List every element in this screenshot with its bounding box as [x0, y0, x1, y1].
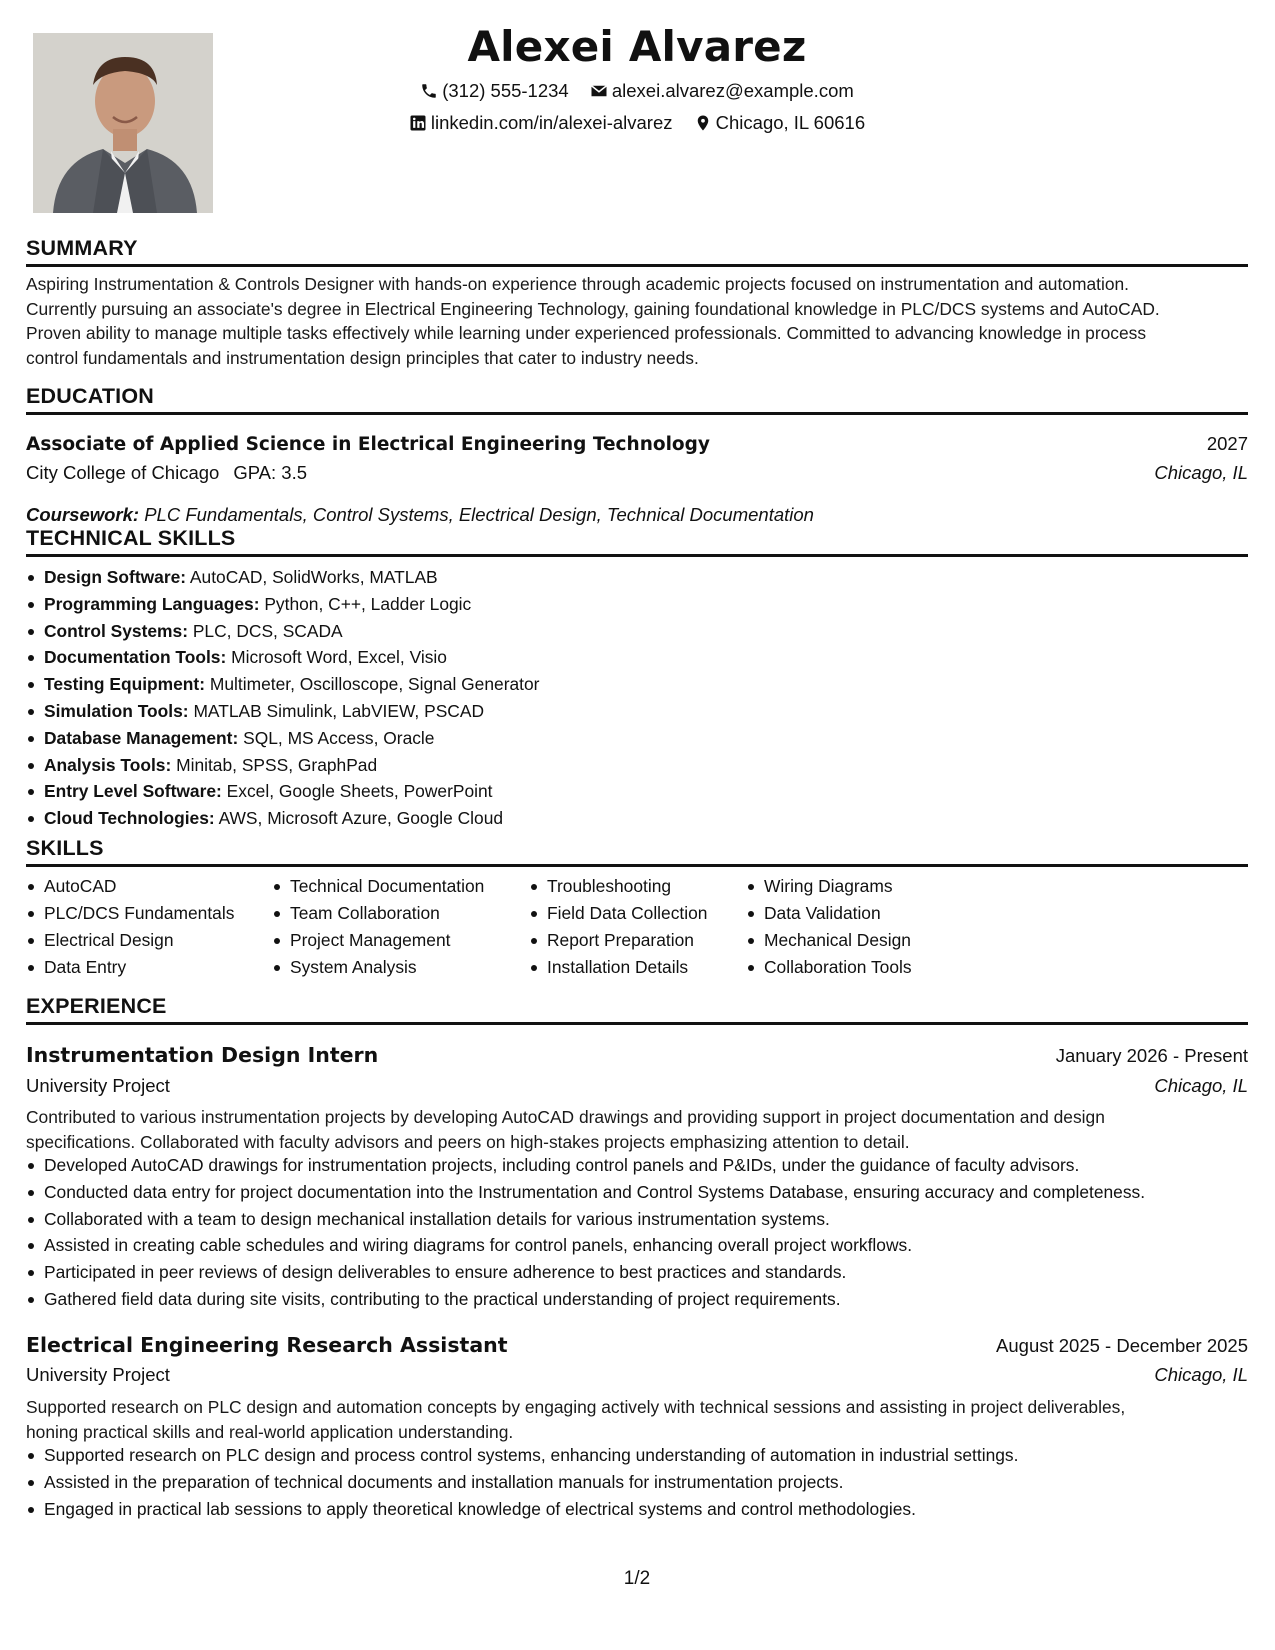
- list-item: [26, 698, 539, 725]
- job-location: Chicago, IL: [1154, 1075, 1248, 1096]
- description-line: honing practical skills and real-world application understanding.: [26, 1421, 514, 1442]
- coursework-label: Coursework:: [26, 504, 140, 525]
- description-line: Contributed to various instrumentation projects by developing AutoCAD drawings and providing support in project documentation and design: [26, 1107, 1105, 1127]
- job-bullets: [26, 1442, 1018, 1522]
- list-item: Collaboration Tools: [746, 954, 912, 981]
- skill-category: Control Systems:: [44, 620, 188, 641]
- summary-heading: SUMMARY: [26, 236, 138, 260]
- skill-values: AWS, Microsoft Azure, Google Cloud: [218, 808, 504, 829]
- job-title: Instrumentation Design Intern: [26, 1043, 379, 1067]
- skill-category: Entry Level Software:: [44, 781, 222, 802]
- list-item: Developed AutoCAD drawings for instrumentation projects, including control panels and P&IDs, under the guidance of faculty advisors.: [26, 1152, 1145, 1179]
- list-item: Project Management: [272, 927, 484, 954]
- skills-column-2: [272, 873, 484, 981]
- list-item: Collaborated with a team to design mechanical installation details for various instrumentation systems.: [26, 1206, 1145, 1233]
- email-contact[interactable]: [590, 80, 854, 102]
- list-item: Electrical Design: [26, 927, 234, 954]
- contact-line-2: [26, 112, 1248, 137]
- list-item: [26, 805, 539, 832]
- job-org-row: [26, 1075, 1248, 1097]
- education-heading: EDUCATION: [26, 384, 155, 408]
- linkedin-contact[interactable]: [409, 112, 673, 134]
- linkedin-icon: [409, 114, 427, 132]
- gpa: GPA: 3.5: [233, 462, 308, 483]
- list-item: [26, 752, 539, 779]
- summary-line: Proven ability to manage multiple tasks effectively while learning under experienced professionals. Committed to advancing knowledge in process: [26, 323, 1147, 343]
- skill-values: Python, C++, Ladder Logic: [264, 593, 472, 614]
- list-item: AutoCAD: [26, 873, 234, 900]
- skill-category: Simulation Tools:: [44, 700, 189, 721]
- envelope-icon: [590, 82, 608, 100]
- summary-text: [26, 272, 1248, 370]
- experience-heading: EXPERIENCE: [26, 994, 167, 1018]
- candidate-name: Alexei Alvarez: [467, 22, 807, 71]
- skill-values: MATLAB Simulink, LabVIEW, PSCAD: [193, 700, 485, 721]
- job-header-row: [26, 1333, 1248, 1357]
- coursework: [26, 504, 814, 526]
- list-item: Conducted data entry for project documentation into the Instrumentation and Control Systems Database, ensuring accuracy and completeness.: [26, 1179, 1145, 1206]
- job-dates: January 2026 - Present: [1055, 1045, 1248, 1066]
- skill-values: SQL, MS Access, Oracle: [243, 727, 435, 748]
- list-item: Assisted in the preparation of technical documents and installation manuals for instrumentation projects.: [26, 1469, 1018, 1496]
- summary-line: Aspiring Instrumentation & Controls Designer with hands-on experience through academic projects focused on instrumentation and automation.: [26, 274, 1129, 294]
- skill-category: Analysis Tools:: [44, 754, 172, 775]
- list-item: Gathered field data during site visits, contributing to the practical understanding of project requirements.: [26, 1286, 1145, 1313]
- skill-values: Microsoft Word, Excel, Visio: [231, 647, 447, 668]
- skill-category: Cloud Technologies:: [44, 808, 215, 829]
- location-contact: [694, 112, 865, 134]
- list-item: Engaged in practical lab sessions to apply theoretical knowledge of electrical systems and control methodologies.: [26, 1496, 1018, 1523]
- job-dates: August 2025 - December 2025: [996, 1335, 1248, 1356]
- list-item: [26, 618, 539, 645]
- contact-line-1: [26, 80, 1248, 105]
- school-location: Chicago, IL: [1154, 462, 1248, 483]
- graduation-year: 2027: [1206, 433, 1248, 454]
- skill-values: Minitab, SPSS, GraphPad: [176, 754, 378, 775]
- list-item: [26, 644, 539, 671]
- skills-divider: [26, 864, 1248, 867]
- skill-category: Documentation Tools:: [44, 647, 227, 668]
- skill-category: Testing Equipment:: [44, 674, 206, 695]
- education-header-row: [26, 433, 1248, 455]
- skill-category: Programming Languages:: [44, 593, 260, 614]
- map-pin-icon: [694, 114, 712, 132]
- list-item: Report Preparation: [529, 927, 707, 954]
- school-name: City College of Chicago: [26, 462, 220, 483]
- summary-divider: [26, 264, 1248, 267]
- phone-contact[interactable]: [420, 80, 569, 102]
- list-item: [26, 671, 539, 698]
- list-item: Technical Documentation: [272, 873, 484, 900]
- experience-divider: [26, 1022, 1248, 1025]
- list-item: Installation Details: [529, 954, 707, 981]
- page-number: 1/2: [623, 1568, 651, 1589]
- list-item: [26, 725, 539, 752]
- skills-heading: SKILLS: [26, 836, 104, 860]
- list-item: [26, 564, 539, 591]
- phone-number: (312) 555-1234: [442, 80, 569, 101]
- location-text: Chicago, IL 60616: [715, 112, 866, 133]
- list-item: [26, 778, 539, 805]
- job-header-row: [26, 1043, 1248, 1067]
- description-line: specifications. Collaborated with faculty advisors and peers on high-stakes projects emphasizing attention to detail.: [26, 1131, 910, 1152]
- skills-column-4: [746, 873, 912, 981]
- skill-category: Database Management:: [44, 727, 239, 748]
- list-item: Supported research on PLC design and process control systems, enhancing understanding of automation in industrial settings.: [26, 1442, 1018, 1469]
- resume-page: [26, 0, 1248, 1650]
- list-item: [26, 591, 539, 618]
- list-item: Data Entry: [26, 954, 234, 981]
- job-description: [26, 1105, 1248, 1154]
- summary-line: control fundamentals and instrumentation design principles that cater to industry needs.: [26, 347, 699, 368]
- technical-skills-divider: [26, 554, 1248, 557]
- skill-values: Multimeter, Oscilloscope, Signal Generator: [209, 674, 540, 695]
- skill-values: AutoCAD, SolidWorks, MATLAB: [189, 567, 438, 587]
- list-item: Team Collaboration: [272, 900, 484, 927]
- skills-column-3: [529, 873, 707, 981]
- email-address: alexei.alvarez@example.com: [611, 80, 854, 101]
- education-school-row: [26, 462, 1248, 484]
- phone-icon: [420, 82, 438, 100]
- list-item: Data Validation: [746, 900, 912, 927]
- list-item: PLC/DCS Fundamentals: [26, 900, 234, 927]
- skill-values: Excel, Google Sheets, PowerPoint: [226, 781, 493, 802]
- job-location: Chicago, IL: [1154, 1364, 1248, 1385]
- list-item: Troubleshooting: [529, 873, 707, 900]
- job-organization: University Project: [26, 1075, 170, 1096]
- technical-skills-list: [26, 564, 539, 832]
- coursework-list: PLC Fundamentals, Control Systems, Electrical Design, Technical Documentation: [144, 504, 814, 525]
- technical-skills-heading: TECHNICAL SKILLS: [26, 526, 236, 550]
- job-organization: University Project: [26, 1364, 170, 1385]
- degree-title: Associate of Applied Science in Electrical Engineering Technology: [26, 434, 710, 455]
- job-title: Electrical Engineering Research Assistant: [26, 1333, 508, 1357]
- list-item: System Analysis: [272, 954, 484, 981]
- job-bullets: [26, 1152, 1145, 1313]
- list-item: Wiring Diagrams: [746, 873, 912, 900]
- school-info: [26, 462, 307, 484]
- education-divider: [26, 412, 1248, 415]
- summary-line: Currently pursuing an associate's degree in Electrical Engineering Technology, gaining foundational knowledge in PLC/DCS systems and AutoCAD.: [26, 298, 1160, 319]
- list-item: Participated in peer reviews of design deliverables to ensure adherence to best practices and standards.: [26, 1259, 1145, 1286]
- description-line: Supported research on PLC design and automation concepts by engaging actively with technical sessions and assisting in project deliverables,: [26, 1397, 1126, 1417]
- job-org-row: [26, 1364, 1248, 1386]
- list-item: Assisted in creating cable schedules and wiring diagrams for control panels, enhancing overall project workflows.: [26, 1232, 1145, 1259]
- list-item: Field Data Collection: [529, 900, 707, 927]
- linkedin-url: linkedin.com/in/alexei-alvarez: [430, 112, 673, 133]
- skills-column-1: [26, 873, 234, 981]
- list-item: Mechanical Design: [746, 927, 912, 954]
- job-description: [26, 1395, 1248, 1444]
- skill-category: Design Software:: [44, 567, 187, 587]
- skill-values: PLC, DCS, SCADA: [192, 620, 343, 641]
